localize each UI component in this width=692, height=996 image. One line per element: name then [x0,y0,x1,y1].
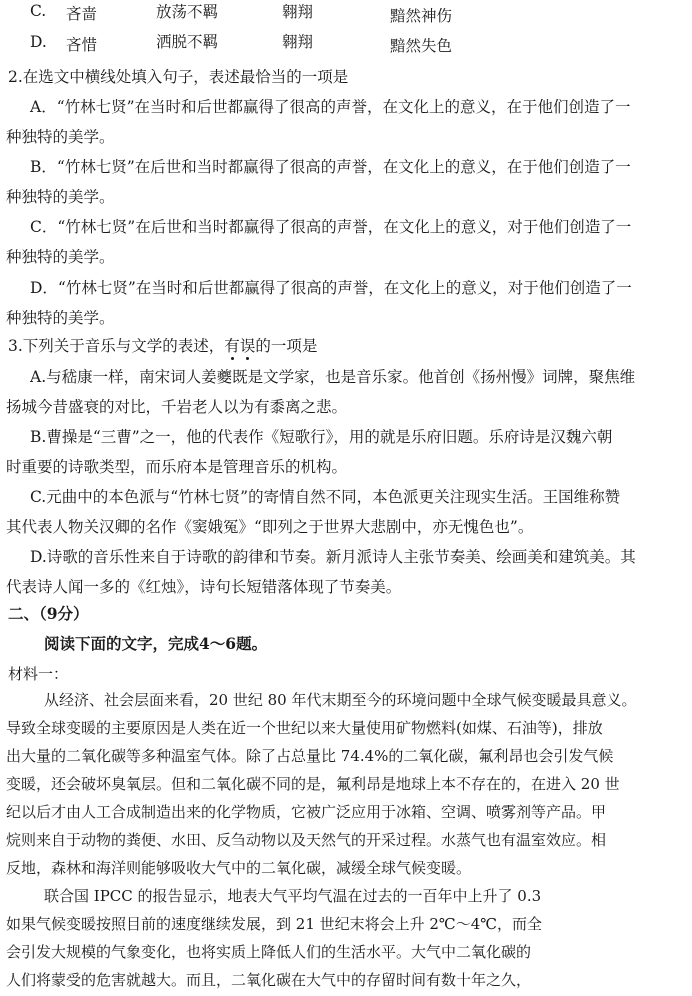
question-3-option-a: A.与嵇康一样，南宋词人姜夔既是文学家，也是音乐家。他首创《扬州慢》词牌，聚焦维 [30,368,636,386]
question-3-stem [8,336,317,356]
passage-line: 如果气候变暖按照目前的速度继续发展，到 21 世纪末将会上升 2℃～4℃，而全 [6,915,543,933]
stem-text: 的一项是 [255,337,318,355]
material-label: 材料一： [8,665,69,683]
passage-line: 纪以后才由人工合成制造出来的化学物质，它被广泛应用于冰箱、空调、喷雾剂等产品。甲 [6,803,607,821]
question-2-option-a: A．“竹林七贤”在当时和后世都赢得了很高的声誉，在文化上的意义，在于他们创造了一 [30,98,631,116]
passage-line: 人们将蒙受的危害就越大。而且，二氧化碳在大气中的存留时间有数十年之久， [6,971,532,989]
option-word-4: 黯然失色 [390,37,453,55]
question-3-option-c: C.元曲中的本色派与“竹林七贤”的寄情自然不同，本色派更关注现实生活。王国维称赞 [30,488,621,506]
option-word-2: 洒脱不羁 [156,33,219,51]
section-heading: 二、（9分） [8,604,89,623]
passage-line: 导致全球变暖的主要原因是人类在近一个世纪以来大量使用矿物燃料(如煤、石油等)，排放 [6,719,603,737]
option-letter: C. [30,2,47,20]
emphasis-dot-char: 有 [224,337,240,355]
question-3-option-b-cont: 时重要的诗歌类型，而乐府本是管理音乐的机构。 [6,458,348,476]
option-word-4: 黯然神伤 [390,7,453,25]
question-2-option-d: D．“竹林七贤”在当时和后世都赢得了很高的声誉，在文化上的意义，对于他们创造了一 [30,279,632,297]
question-2-option-b: B．“竹林七贤”在后世和当时都赢得了很高的声誉，在文化上的意义，在于他们创造了一 [30,158,631,176]
passage-line: 联合国 IPCC 的报告显示，地表大气平均气温在过去的一百年中上升了 0.3 [44,887,542,905]
passage-line: 会引发大规模的气象变化，也将实质上降低人们的生活水平。大气中二氧化碳的 [6,943,532,961]
question-2-option-c-cont: 种独特的美学。 [6,248,115,266]
passage-line: 从经济、社会层面来看，20 世纪 80 年代末期至今的环境问题中全球气候变暖最具意义。 [44,691,637,709]
passage-line: 反地，森林和海洋则能够吸收大气中的二氧化碳，减缓全球气候变暖。 [6,859,472,877]
passage-line: 烷则来自于动物的粪便、水田、反刍动物以及天然气的开采过程。水蒸气也有温室效应。相 [6,831,607,849]
question-3-option-a-cont: 扬城今昔盛衰的对比，千岩老人以为有黍离之悲。 [6,398,348,416]
passage-line: 变暖，还会破坏臭氧层。但和二氧化碳不同的是，氟利昂是地球上本不存在的，在进入 20 世 [6,775,620,793]
option-word-3: 翱翔 [282,3,314,21]
option-letter: D. [30,33,47,51]
question-2-option-d-cont: 种独特的美学。 [6,309,115,327]
option-word-1: 吝啬 [66,5,98,23]
question-2-option-c: C．“竹林七贤”在后世和当时都赢得了很高的声誉，在文化上的意义，对于他们创造了一 [30,218,632,236]
emphasis-dot-char: 误 [239,337,256,355]
question-2-option-b-cont: 种独特的美学。 [6,188,115,206]
question-3-option-b: B.曹操是“三曹”之一，他的代表作《短歌行》，用的就是乐府旧题。乐府诗是汉魏六朝 [30,428,613,446]
option-word-3: 翱翔 [282,33,314,51]
question-3-option-c-cont: 其代表人物关汉卿的名作《窦娥冤》“即列之于世界大悲剧中，亦无愧色也”。 [6,518,534,536]
question-3-option-d-cont: 代表诗人闻一多的《红烛》，诗句长短错落体现了节奏美。 [6,578,402,596]
option-word-2: 放荡不羁 [156,3,219,21]
stem-text: 3.下列关于音乐与文学的表述， [8,337,225,355]
passage-line: 出大量的二氧化碳等多种温室气体。除了占总量比 74.4%的二氧化碳，氟利昂也会引发气候 [6,747,614,765]
question-3-option-d: D.诗歌的音乐性来自于诗歌的韵律和节奏。新月派诗人主张节奏美、绘画美和建筑美。其 [30,548,636,566]
question-2-option-a-cont: 种独特的美学。 [6,128,115,146]
option-word-1: 吝惜 [66,36,98,54]
reading-instruction: 阅读下面的文字，完成4～6题。 [44,634,268,653]
question-2-stem: 2.在选文中横线处填入句子，表述最恰当的一项是 [8,68,349,86]
